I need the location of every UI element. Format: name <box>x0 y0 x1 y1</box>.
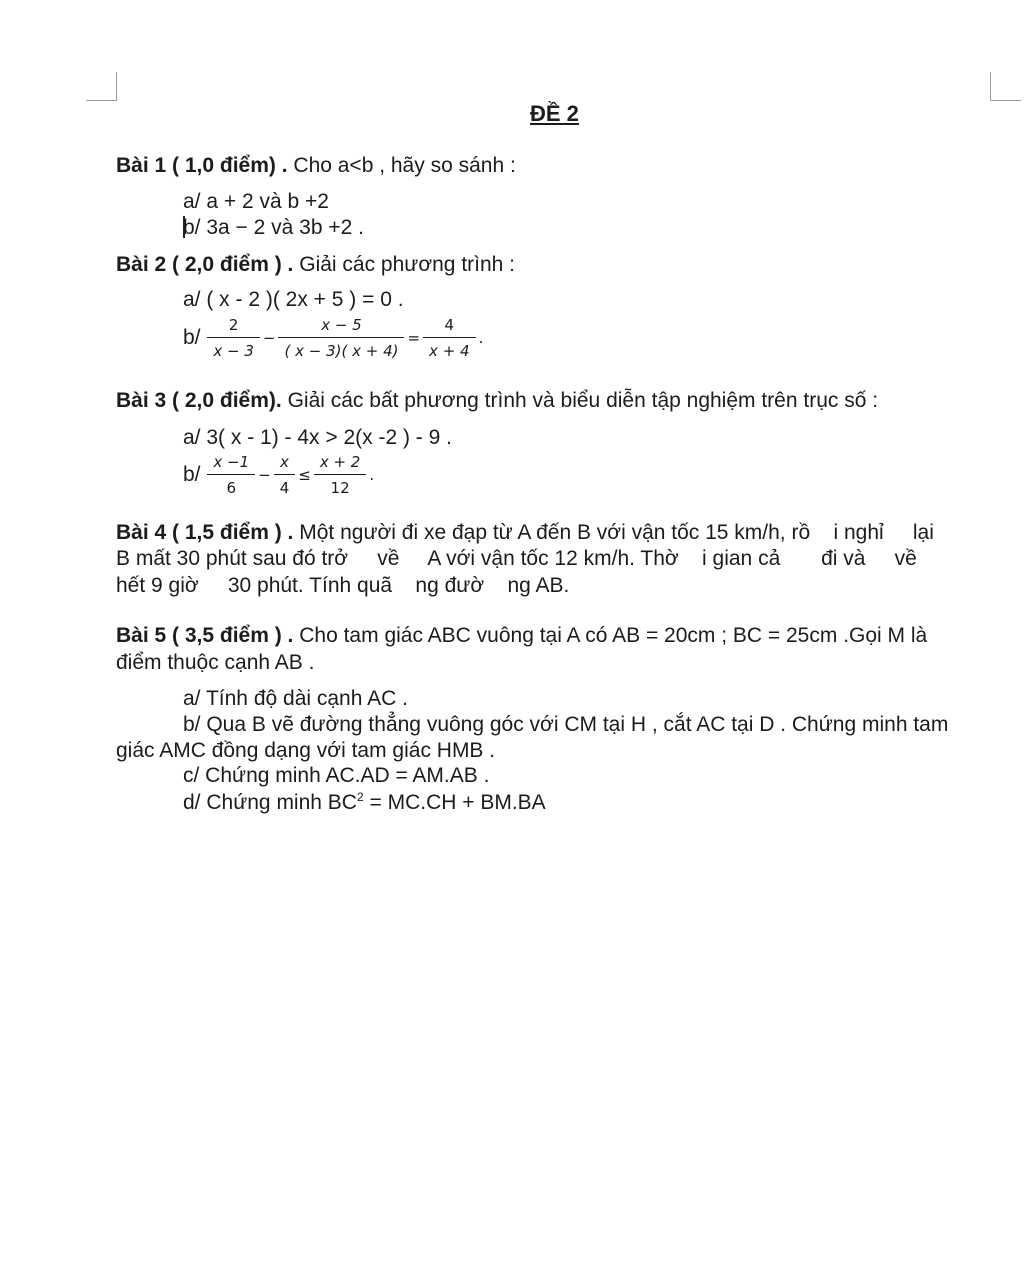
bai3-f3-den: 12 <box>330 479 350 497</box>
bai3-f2-den: 4 <box>279 479 290 497</box>
bai2-b-prefix: b/ <box>183 326 201 349</box>
bai3-label: Bài 3 ( 2,0 điểm). <box>116 389 282 412</box>
bai3-leq: ≤ <box>298 466 311 484</box>
crop-mark-top-right <box>990 72 1021 101</box>
bai1-heading <box>116 154 516 178</box>
bai3-heading <box>116 389 878 413</box>
bai3-f3-num: x + 2 <box>314 453 367 475</box>
page-title: ĐỀ 2 <box>530 101 579 126</box>
bai1-text: Cho a<b , hãy so sánh : <box>287 154 516 177</box>
bai3-end: . <box>369 466 375 484</box>
bai2-text: Giải các phương trình : <box>293 253 516 276</box>
bai5-d-pre: d/ Chứng minh BC <box>183 791 357 814</box>
bai5-part-c: c/ Chứng minh AC.AD = AM.AB . <box>183 764 490 787</box>
bai2-f3-den: x + 4 <box>429 342 470 360</box>
bai4-label: Bài 4 ( 1,5 điểm ) . <box>116 521 294 544</box>
bai5-d-superscript: 2 <box>356 790 364 804</box>
crop-mark-top-left <box>86 72 117 101</box>
bai3-fraction-3 <box>314 453 367 497</box>
bai4-line1-text: Một người đi xe đạp từ A đến B với vận tốc 15 km/h, rồ i nghỉ lại <box>293 521 934 544</box>
bai5-label: Bài 5 ( 3,5 điểm ) . <box>116 624 294 647</box>
bai3-minus: − <box>258 466 271 484</box>
bai4-line-2: B mất 30 phút sau đó trở về A với vận tốc 12 km/h. Thờ i gian cả đi và về <box>116 547 917 570</box>
bai4-line-1 <box>116 521 934 545</box>
bai5-part-d <box>183 790 546 815</box>
bai2-equals: = <box>407 329 421 347</box>
bai5-line-2: điểm thuộc cạnh AB . <box>116 651 315 674</box>
bai4-line-3: hết 9 giờ 30 phút. Tính quã ng đườ ng AB. <box>116 574 570 597</box>
bai2-minus: − <box>262 329 276 347</box>
bai3-fraction-1 <box>207 453 255 497</box>
bai2-fraction-3 <box>423 316 476 360</box>
bai3-f2-num: x <box>274 453 296 475</box>
bai3-fraction-2 <box>274 453 296 497</box>
bai3-b-prefix: b/ <box>183 463 201 486</box>
bai5-part-b-line-1: b/ Qua B vẽ đường thẳng vuông góc với CM tại H , cắt AC tại D . Chứng minh tam <box>183 713 949 736</box>
bai3-f1-num: x −1 <box>207 453 255 475</box>
bai2-f1-num: 2 <box>207 316 260 338</box>
bai1-label: Bài 1 ( 1,0 điểm) . <box>116 154 288 177</box>
bai5-line1-text: Cho tam giác ABC vuông tại A có AB = 20cm ; BC = 25cm .Gọi M là <box>293 624 928 647</box>
bai2-f2-den: ( x − 3)( x + 4) <box>284 342 399 360</box>
bai5-part-b-line-2: giác AMC đồng dạng với tam giác HMB . <box>116 739 496 762</box>
bai2-part-b <box>183 316 485 360</box>
bai3-f1-den: 6 <box>226 479 237 497</box>
bai2-f3-num: 4 <box>423 316 476 338</box>
bai2-heading <box>116 253 515 277</box>
bai5-d-post: = MC.CH + BM.BA <box>363 791 546 814</box>
bai5-part-a: a/ Tính độ dài cạnh AC . <box>183 687 408 710</box>
bai2-fraction-2 <box>278 316 404 360</box>
bai2-end: . <box>478 329 484 347</box>
bai5-line-1 <box>116 624 927 648</box>
bai3-text: Giải các bất phương trình và biểu diễn tập nghiệm trên trục số : <box>281 389 879 412</box>
bai2-part-a: a/ ( x - 2 )( 2x + 5 ) = 0 . <box>183 288 404 311</box>
bai2-label: Bài 2 ( 2,0 điểm ) . <box>116 253 294 276</box>
bai2-f1-den: x − 3 <box>213 342 254 360</box>
bai3-part-a: a/ 3( x - 1) - 4x > 2(x -2 ) - 9 . <box>183 426 452 449</box>
bai1-part-b <box>183 216 364 240</box>
bai1-part-a: a/ a + 2 và b +2 <box>183 190 329 213</box>
bai2-f2-num: x − 5 <box>278 316 404 338</box>
bai3-part-b <box>183 453 376 497</box>
bai2-fraction-1 <box>207 316 260 360</box>
bai1-part-b-text: b/ 3a − 2 và 3b +2 . <box>183 216 364 239</box>
